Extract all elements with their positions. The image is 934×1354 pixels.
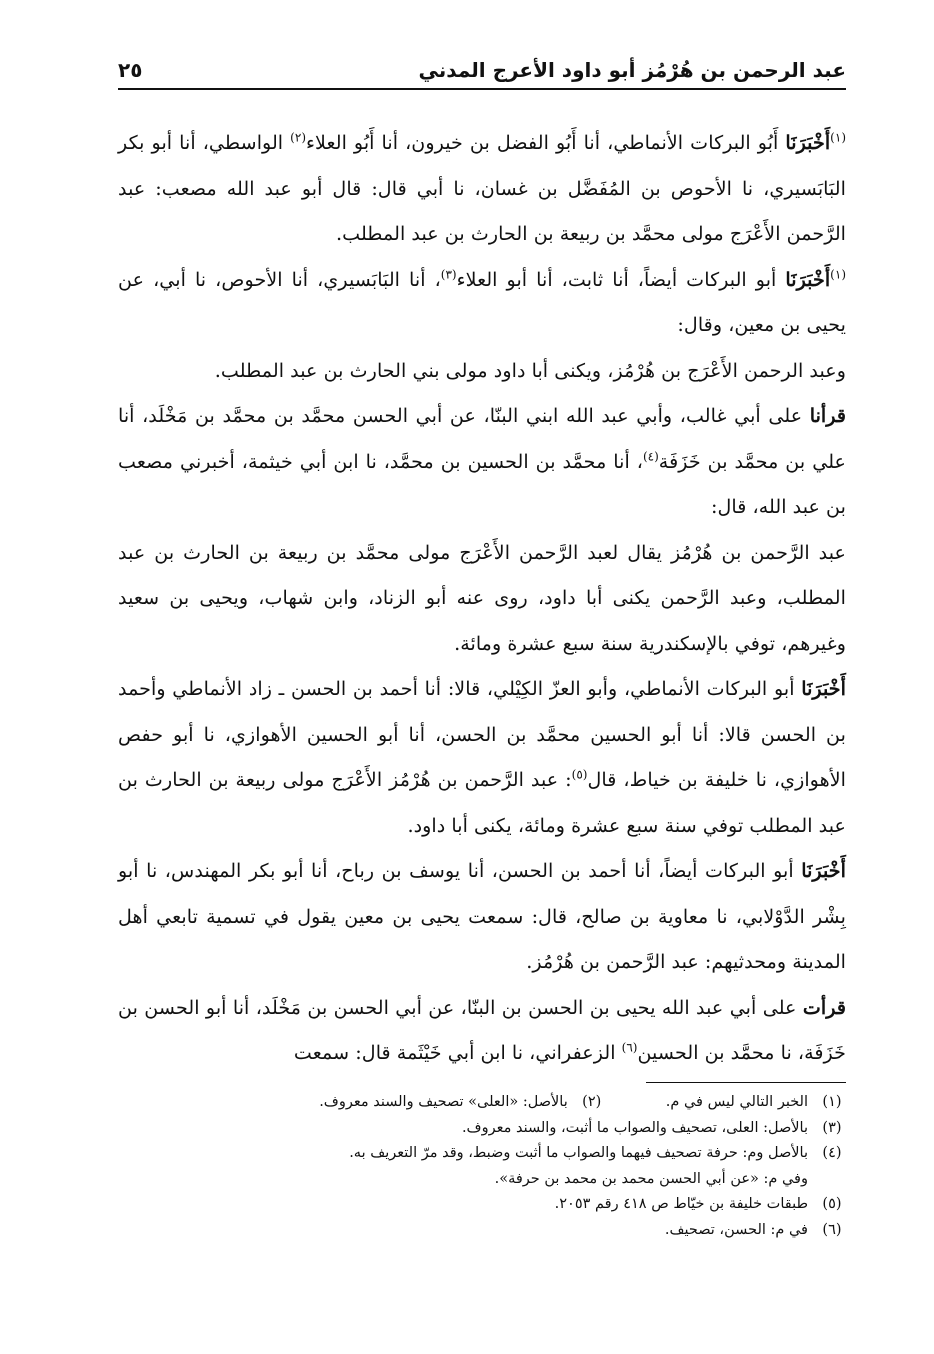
footnote-3 <box>118 1116 846 1142</box>
paragraph-text: وعبد الرحمن الأَعْرَج بن هُرْمُز، ويكنى أبا داود مولى بني الحارث بن عبد المطلب. <box>214 358 846 382</box>
footnote-text: بالأصل: العلى، تصحيف والصواب ما أثبت، والسند معروف. <box>461 1119 808 1136</box>
footnote-number: (٢) <box>582 1094 602 1110</box>
footnote-ref: (١) <box>830 130 846 145</box>
paragraph-text: أبو البركات أيضاً، أنا أحمد بن الحسن، أنا يوسف بن رباح، أنا أبو بكر المهندس، نا أبو بِشْر الدَّوْلابي، نا معاوية بن صالح، قال: سمعت يحيى بن معين يقول في تسمية تابعي أهل المدينة ومحدثيهم: عبد الرَّحمن بن هُرْمُز. <box>118 859 846 973</box>
footnote-divider <box>646 1082 846 1083</box>
paragraph-5 <box>118 530 846 667</box>
running-head <box>118 58 846 90</box>
paragraph-8 <box>118 985 846 1076</box>
paragraph-6 <box>118 666 846 848</box>
footnote-ref: (٣) <box>440 267 457 282</box>
paragraph-text: : عبد الرَّحمن بن هُرْمُز الأَعْرَج مولى ربيعة بن الحارث بن عبد المطلب توفي سنة سبع عشرة ومائة، يكنى أبا داود. <box>118 768 846 837</box>
footnote-ref: (٥) <box>571 767 588 782</box>
paragraph-text: على أبي عبد الله يحيى بن الحسن بن البنّا، عن أبي الحسن بن مَخْلَد، أنا أبو الحسن بن خَزَفَة، نا محمَّد بن الحسين <box>118 995 846 1064</box>
footnote-ref: (٦) <box>621 1040 638 1055</box>
footnote-number: (٥) <box>822 1196 842 1212</box>
footnote-number: (٤) <box>822 1145 842 1161</box>
footnote-text: بالأصل: «العلى» تصحيف والسند معروف. <box>319 1094 568 1110</box>
paragraph-text: ، أنا البَابَسيري، أنا الأحوص، نا أبي، عن يحيى بن معين، وقال: <box>118 267 846 336</box>
paragraph-text: أبو البركات أيضاً، أنا ثابت، أنا أبو العلاء <box>456 267 786 291</box>
footnote-number: (١) <box>822 1094 842 1110</box>
paragraph-text: على أبي غالب، وأبي عبد الله ابني البنّا، عن أبي الحسن محمَّد بن محمَّد بن مَخْلَد، أنا علي بن محمَّد بن خَزَفَة <box>118 404 846 473</box>
paragraph-2 <box>118 257 846 348</box>
footnotes <box>118 1090 846 1243</box>
paragraph-4 <box>118 393 846 530</box>
lead-word: قرأنا <box>809 404 846 427</box>
lead-word: أَخْبَرَنَا <box>785 131 831 154</box>
footnote-2 <box>319 1090 606 1116</box>
paragraph-text: أبو البركات الأنماطي، وأبو العزّ الكِيْلي، قالا: أنا أحمد بن الحسن ـ زاد الأنماطي وأحمد بن الحسن قالا: أنا أبو الحسين محمَّد بن الحسن، أنا أبو الحسين الأهوازي، نا أبو حفص الأهوازي، نا خليفة بن خياط، قال <box>118 677 846 791</box>
footnote-5 <box>118 1192 846 1218</box>
paragraph-text: ، أنا محمَّد بن الحسين بن محمَّد، نا ابن أبي خيثمة، أخبرني مصعب بن عبد الله، قال: <box>118 449 846 518</box>
running-title: عبد الرحمن بن هُرْمُز أبو داود الأعرج المدني <box>418 58 846 82</box>
footnote-number: (٣) <box>822 1119 842 1136</box>
footnote-ref: (٤) <box>642 449 659 464</box>
paragraph-7 <box>118 848 846 985</box>
footnote-number: (٦) <box>822 1221 842 1238</box>
paragraph-1 <box>118 120 846 257</box>
footnote-text: وفي م: «عن أبي الحسن محمد بن محمد بن حرفة». <box>494 1170 808 1187</box>
footnote-ref: (٢) <box>290 130 306 145</box>
footnote-1 <box>666 1090 846 1116</box>
lead-word: أَخْبَرَنَا <box>801 677 846 700</box>
footnote-text: بالأصل وم: حرفة تصحيف فيهما والصواب ما أثبت وضبط، وقد مرّ التعريف به. <box>349 1145 808 1161</box>
footnote-6 <box>118 1218 846 1244</box>
paragraph-3 <box>118 348 846 394</box>
footnote-4-continued <box>118 1167 846 1193</box>
page-number: ٢٥ <box>118 58 143 82</box>
lead-word: أَخْبَرَنَا <box>801 859 846 882</box>
paragraph-text: الواسطي، أنا أبو بكر البَابَسيري، نا الأحوص بن المُفَضَّل بن غسان، نا أبي قال: قال أبو عبد الله مصعب: عبد الرَّحمن الأَعْرَج مولى محمَّد بن ربيعة بن الحارث بن عبد المطلب. <box>118 131 846 245</box>
paragraph-text: أَبُو البركات الأنماطي، أنا أَبُو الفضل بن خيرون، أنا أَبُو العلاء <box>306 131 786 154</box>
lead-word: قرأت <box>802 995 846 1019</box>
footnote-text: في م: الحسن، تصحيف. <box>664 1221 808 1238</box>
footnote-text: طبقات خليفة بن خيّاط ص ٤١٨ رقم ٢٠٥٣. <box>554 1196 808 1212</box>
paragraph-text: الزعفراني، نا ابن أبي خَيْثَمة قال: سمعت <box>293 1041 622 1064</box>
lead-word: أَخْبَرَنَا <box>785 267 831 291</box>
paragraph-text: عبد الرَّحمن بن هُرْمُز يقال لعبد الرَّحمن الأَعْرَج مولى محمَّد بن ربيعة بن الحارث بن عبد المطلب، وعبد الرَّحمن يكنى أبا داود، روى عنه أبو الزناد، وابن شهاب، ويحيى بن سعيد وغيرهم، توفي بالإسكندرية سنة سبع عشرة ومائة. <box>118 540 846 655</box>
main-text <box>118 120 846 1076</box>
footnote-ref: (١) <box>830 267 846 282</box>
footnote-row <box>118 1090 846 1116</box>
footnote-4 <box>118 1141 846 1167</box>
footnote-text: الخبر التالي ليس في م. <box>665 1094 808 1110</box>
